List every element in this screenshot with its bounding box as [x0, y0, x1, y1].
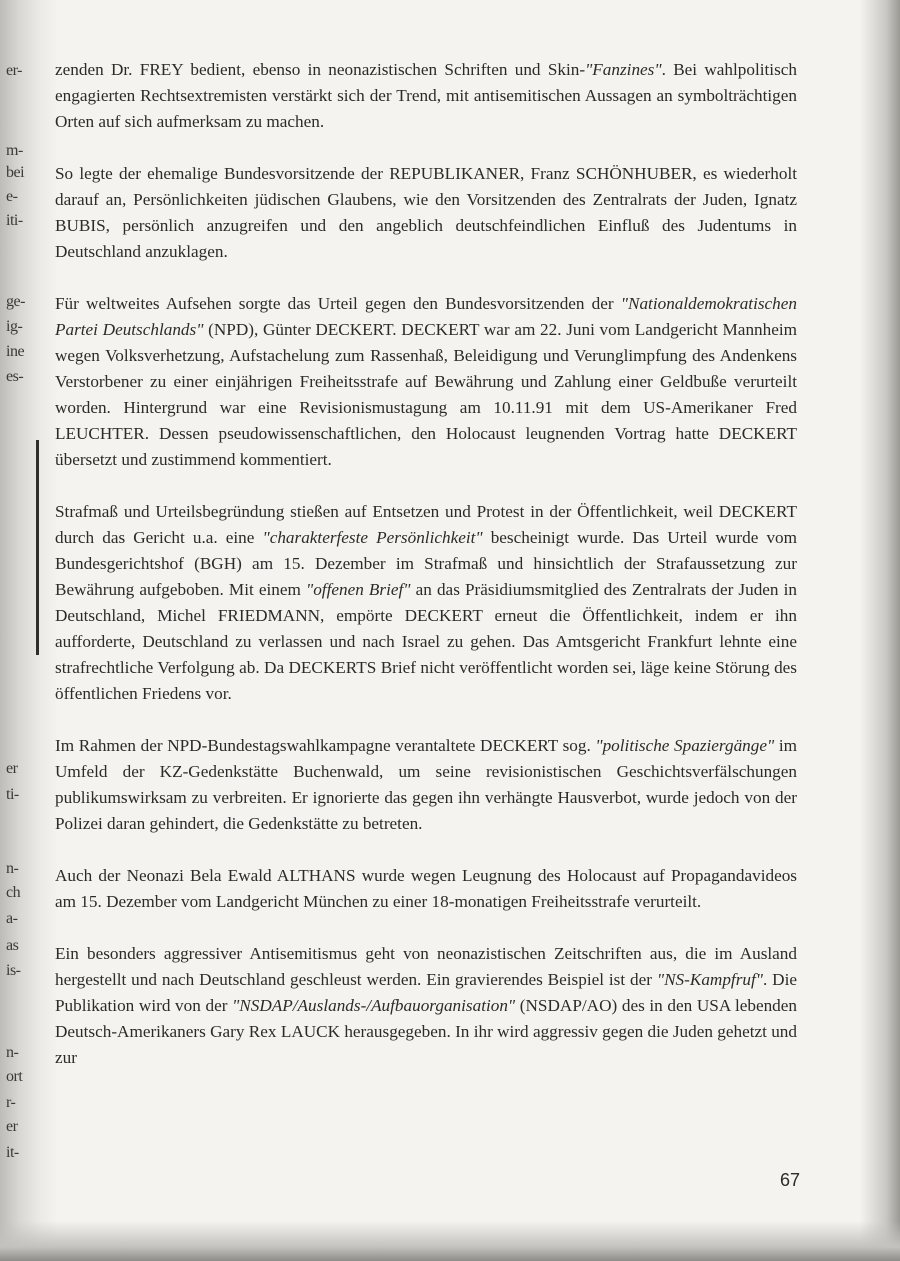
page-body: [55, 57, 797, 1097]
paragraph-2: So legte der ehemalige Bundesvorsitzende der REPUBLIKANER, Franz SCHÖNHUBER, es wiederholt darauf an, Persönlichkeiten jüdischen Glaubens, wie den Vorsitzenden des Zentralrats der Juden, Ignatz BUBIS, persönlich anzugreifen und den angeblich deutschfeindlichen Einfluß des Judentums in Deutschland anzuklagen.: [55, 164, 797, 261]
page-bottom-shadow: [0, 1221, 900, 1261]
margin-fragment: ch: [6, 884, 21, 901]
margin-fragment: e-: [6, 188, 18, 205]
margin-fragment: er: [6, 760, 18, 777]
margin-fragment: n-: [6, 860, 19, 877]
margin-fragment: is-: [6, 962, 21, 979]
margin-fragment: iti-: [6, 212, 23, 229]
page-edge-shadow: [860, 0, 900, 1261]
margin-fragment: es-: [6, 368, 24, 385]
margin-fragment: ge-: [6, 293, 25, 310]
page-number: 67: [779, 1170, 800, 1190]
paragraph-3: Für weltweites Aufsehen sorgte das Urteil gegen den Bundesvorsitzenden der "Nationaldemokratischen Partei Deutschlands" (NPD), Günter DECKERT. DECKERT war am 22. Juni vom Landgericht Mannheim wegen Volksverhetzung, Aufstachelung zum Rassenhaß, Beleidigung und Verunglimpfung des Andenkens Verstorbener zu einer einjährigen Freiheitsstrafe auf Bewährung und Zahlung einer Geldbuße verurteilt worden. Hintergrund war eine Revisionismustagung am 10.11.91 mit dem US-Amerikaner Fred LEUCHTER. Dessen pseudowissenschaftlichen, den Holocaust leugnenden Vortrag hatte DECKERT übersetzt und zustimmend kommentiert.: [55, 294, 797, 469]
margin-fragment: ti-: [6, 786, 19, 803]
margin-fragment: r-: [6, 1094, 16, 1111]
paragraph-5: Im Rahmen der NPD-Bundestagswahlkampagne verantaltete DECKERT sog. "politische Spaziergänge" im Umfeld der KZ-Gedenkstätte Buchenwald, um seine revisionistischen Geschichtsverfälschungen publikumswirksam zu verbreiten. Er ignorierte das gegen ihn verhängte Hausverbot, wurde jedoch von der Polizei daran gehindert, die Gedenkstätte zu betreten.: [55, 736, 797, 833]
paragraph-1: zenden Dr. FREY bedient, ebenso in neonazistischen Schriften und Skin-"Fanzines". Bei wahlpolitisch engagierten Rechtsextremisten verstärkt sich der Trend, mit antisemitischen Aussagen an symbolträchtigen Orten auf sich aufmerksam zu machen.: [55, 60, 797, 131]
margin-fragment: ig-: [6, 318, 23, 335]
margin-fragment: a-: [6, 910, 18, 927]
margin-fragment: ort: [6, 1068, 23, 1085]
previous-page-margin: [0, 0, 44, 1261]
margin-rule: [36, 440, 39, 655]
margin-fragment: er-: [6, 62, 22, 79]
paragraph-4: Strafmaß und Urteilsbegründung stießen auf Entsetzen und Protest in der Öffentlichkeit, weil DECKERT durch das Gericht u.a. eine "charakterfeste Persönlichkeit" bescheinigt wurde. Das Urteil wurde vom Bundesgerichtshof (BGH) am 15. Dezember im Strafmaß und hinsichtlich der Strafaussetzung zur Bewährung aufgeboben. Mit einem "offenen Brief" an das Präsidiumsmitglied des Zentralrats der Juden in Deutschland, Michel FRIEDMANN, empörte DECKERT erneut die Öffentlichkeit, indem er ihn aufforderte, Deutschland zu verlassen und nach Israel zu gehen. Das Amtsgericht Frankfurt lehnte eine strafrechtliche Verfolgung ab. Da DECKERTS Brief nicht veröffentlicht worden sei, läge keine Störung des öffentlichen Friedens vor.: [55, 502, 798, 703]
margin-fragment: n-: [6, 1044, 19, 1061]
margin-fragment: er: [6, 1118, 18, 1135]
paragraph-7: Ein besonders aggressiver Antisemitismus geht von neonazistischen Zeitschriften aus, die im Ausland hergestellt und nach Deutschland geschleust werden. Ein gravierendes Beispiel ist der "NS-Kampfruf". Die Publikation wird von der "NSDAP/Auslands-/Aufbauorganisation" (NSDAP/AO) des in den USA lebenden Deutsch-Amerikaners Gary Rex LAUCK herausgegeben. In ihr wird aggressiv gegen die Juden gehetzt und zur: [55, 944, 797, 1067]
margin-fragment: as: [6, 937, 19, 954]
margin-fragment: ine: [6, 343, 25, 360]
margin-fragment: bei: [6, 164, 25, 181]
paragraph-6: Auch der Neonazi Bela Ewald ALTHANS wurde wegen Leugnung des Holocaust auf Propagandavideos am 15. Dezember vom Landgericht München zu einer 18-monatigen Freiheitsstrafe verurteilt.: [55, 866, 797, 911]
margin-fragment: m-: [6, 142, 23, 159]
margin-fragment: it-: [6, 1144, 19, 1161]
